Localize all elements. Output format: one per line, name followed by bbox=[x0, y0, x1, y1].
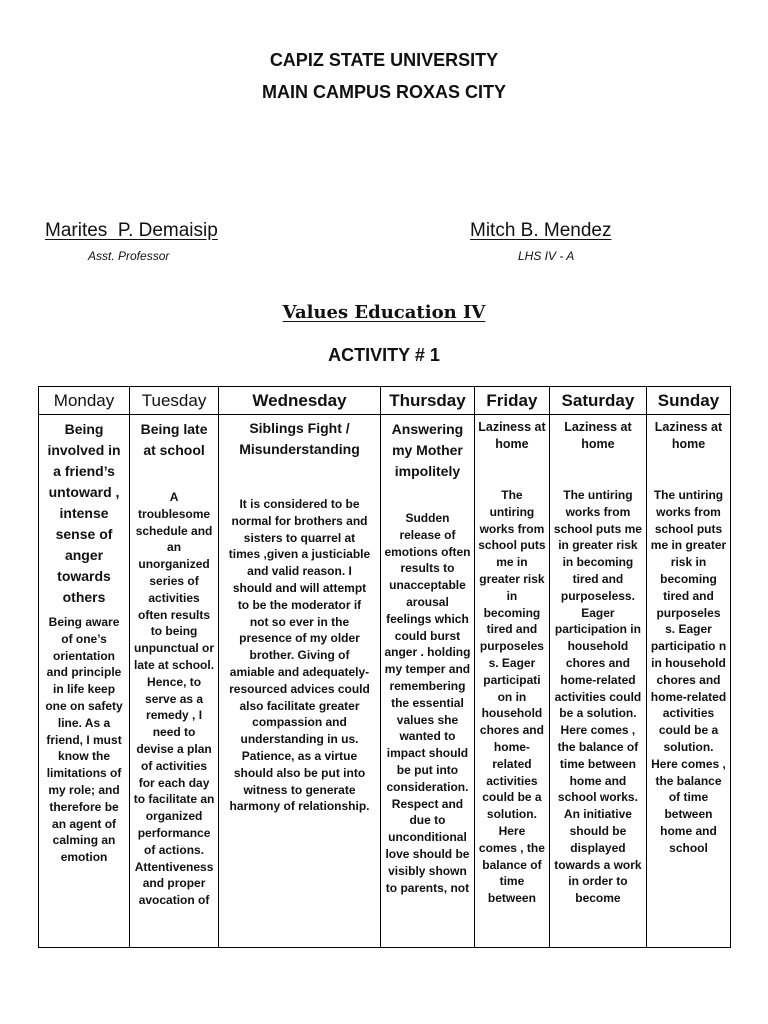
entry-body: The untiring works from school puts me in greater risk in becoming tired and purposeles s. Eager participatio n in household chores and home-related activities could be a solution. Here comes , the balance of time between home and school bbox=[650, 488, 727, 855]
weekly-schedule-table bbox=[38, 386, 731, 948]
day-header-sunday: Sunday bbox=[646, 387, 730, 415]
professor-role: Asst. Professor bbox=[88, 249, 170, 263]
entry-topic: Laziness at home bbox=[478, 420, 546, 451]
student-name: Mitch B. Mendez bbox=[470, 220, 612, 241]
entry-body: Being aware of one’s orientation and principle in life keep one on safety line. As a friend, I must know the limitations of my role; and therefore be an agent of calming an emotion bbox=[45, 615, 123, 865]
day-header-tuesday: Tuesday bbox=[130, 387, 219, 415]
day-header-thursday: Thursday bbox=[380, 387, 474, 415]
entry-topic: Answering my Mother impolitely bbox=[391, 421, 464, 479]
subject-title: Values Education IV bbox=[282, 302, 486, 323]
entry-topic: Laziness at home bbox=[564, 420, 632, 451]
day-header-saturday: Saturday bbox=[549, 387, 646, 415]
entry-body: A troublesome schedule and an unorganized series of activities often results to being unpunctual or late at school. Hence, to serve as a remedy , I need to devise a plan of activities for each day to facilitate an organized performance of actions. Attentiveness and proper avocation of bbox=[133, 490, 215, 908]
entry-body: Sudden release of emotions often results to unacceptable arousal feelings which could burst anger . holding my temper and remembering the essential values she wanted to impact should be put into consideration. Respect and due to unconditional love should be visibly shown to parents, not bbox=[384, 511, 471, 895]
professor-name: Marites P. Demaisip bbox=[45, 220, 218, 241]
entry-sunday bbox=[646, 415, 730, 948]
day-header-row bbox=[39, 387, 731, 415]
student-section: LHS IV - A bbox=[518, 249, 575, 263]
entry-topic: Laziness at home bbox=[654, 420, 723, 451]
entry-topic: Being late at school bbox=[140, 421, 208, 458]
entry-wednesday bbox=[219, 415, 381, 948]
entry-monday bbox=[39, 415, 130, 948]
entry-tuesday bbox=[130, 415, 219, 948]
day-header-monday: Monday bbox=[39, 387, 130, 415]
entry-friday bbox=[475, 415, 550, 948]
university-name: CAPIZ STATE UNIVERSITY bbox=[269, 50, 499, 70]
day-header-friday: Friday bbox=[475, 387, 550, 415]
day-header-wednesday: Wednesday bbox=[219, 387, 381, 415]
campus-name: MAIN CAMPUS ROXAS CITY bbox=[261, 82, 506, 102]
entry-thursday bbox=[380, 415, 474, 948]
entry-saturday bbox=[549, 415, 646, 948]
entry-topic: Siblings Fight / Misunderstanding bbox=[239, 420, 360, 457]
entry-body: The untiring works from school puts me in greater risk in becoming tired and purposeless. Eager participation in household chores and home-related activities could be a solution. Here comes , the balance of time between home and school works. An initiative should be displayed towards a work in order to become bbox=[553, 488, 642, 906]
activity-title: ACTIVITY # 1 bbox=[328, 345, 440, 365]
entries-row bbox=[39, 415, 731, 948]
entry-body: It is considered to be normal for brothers and sisters to quarrel at times ,given a justiciable and valid reason. I should and will attempt to be the moderator if not so ever in the presence of my older brother. Giving of amiable and adequately-resourced advices could also facilitate greater compassion and understanding in us. Patience, as a virtue should also be put into witness to generate harmony of relationship. bbox=[228, 497, 371, 814]
entry-body: The untiring works from school puts me in greater risk in becoming tired and purposeles s. Eager participati on in household chores and home-related activities could be a solution. Here comes , the balance of time between bbox=[478, 488, 546, 906]
entry-topic: Being involved in a friend’s untoward , intense sense of anger towards others bbox=[47, 421, 121, 605]
